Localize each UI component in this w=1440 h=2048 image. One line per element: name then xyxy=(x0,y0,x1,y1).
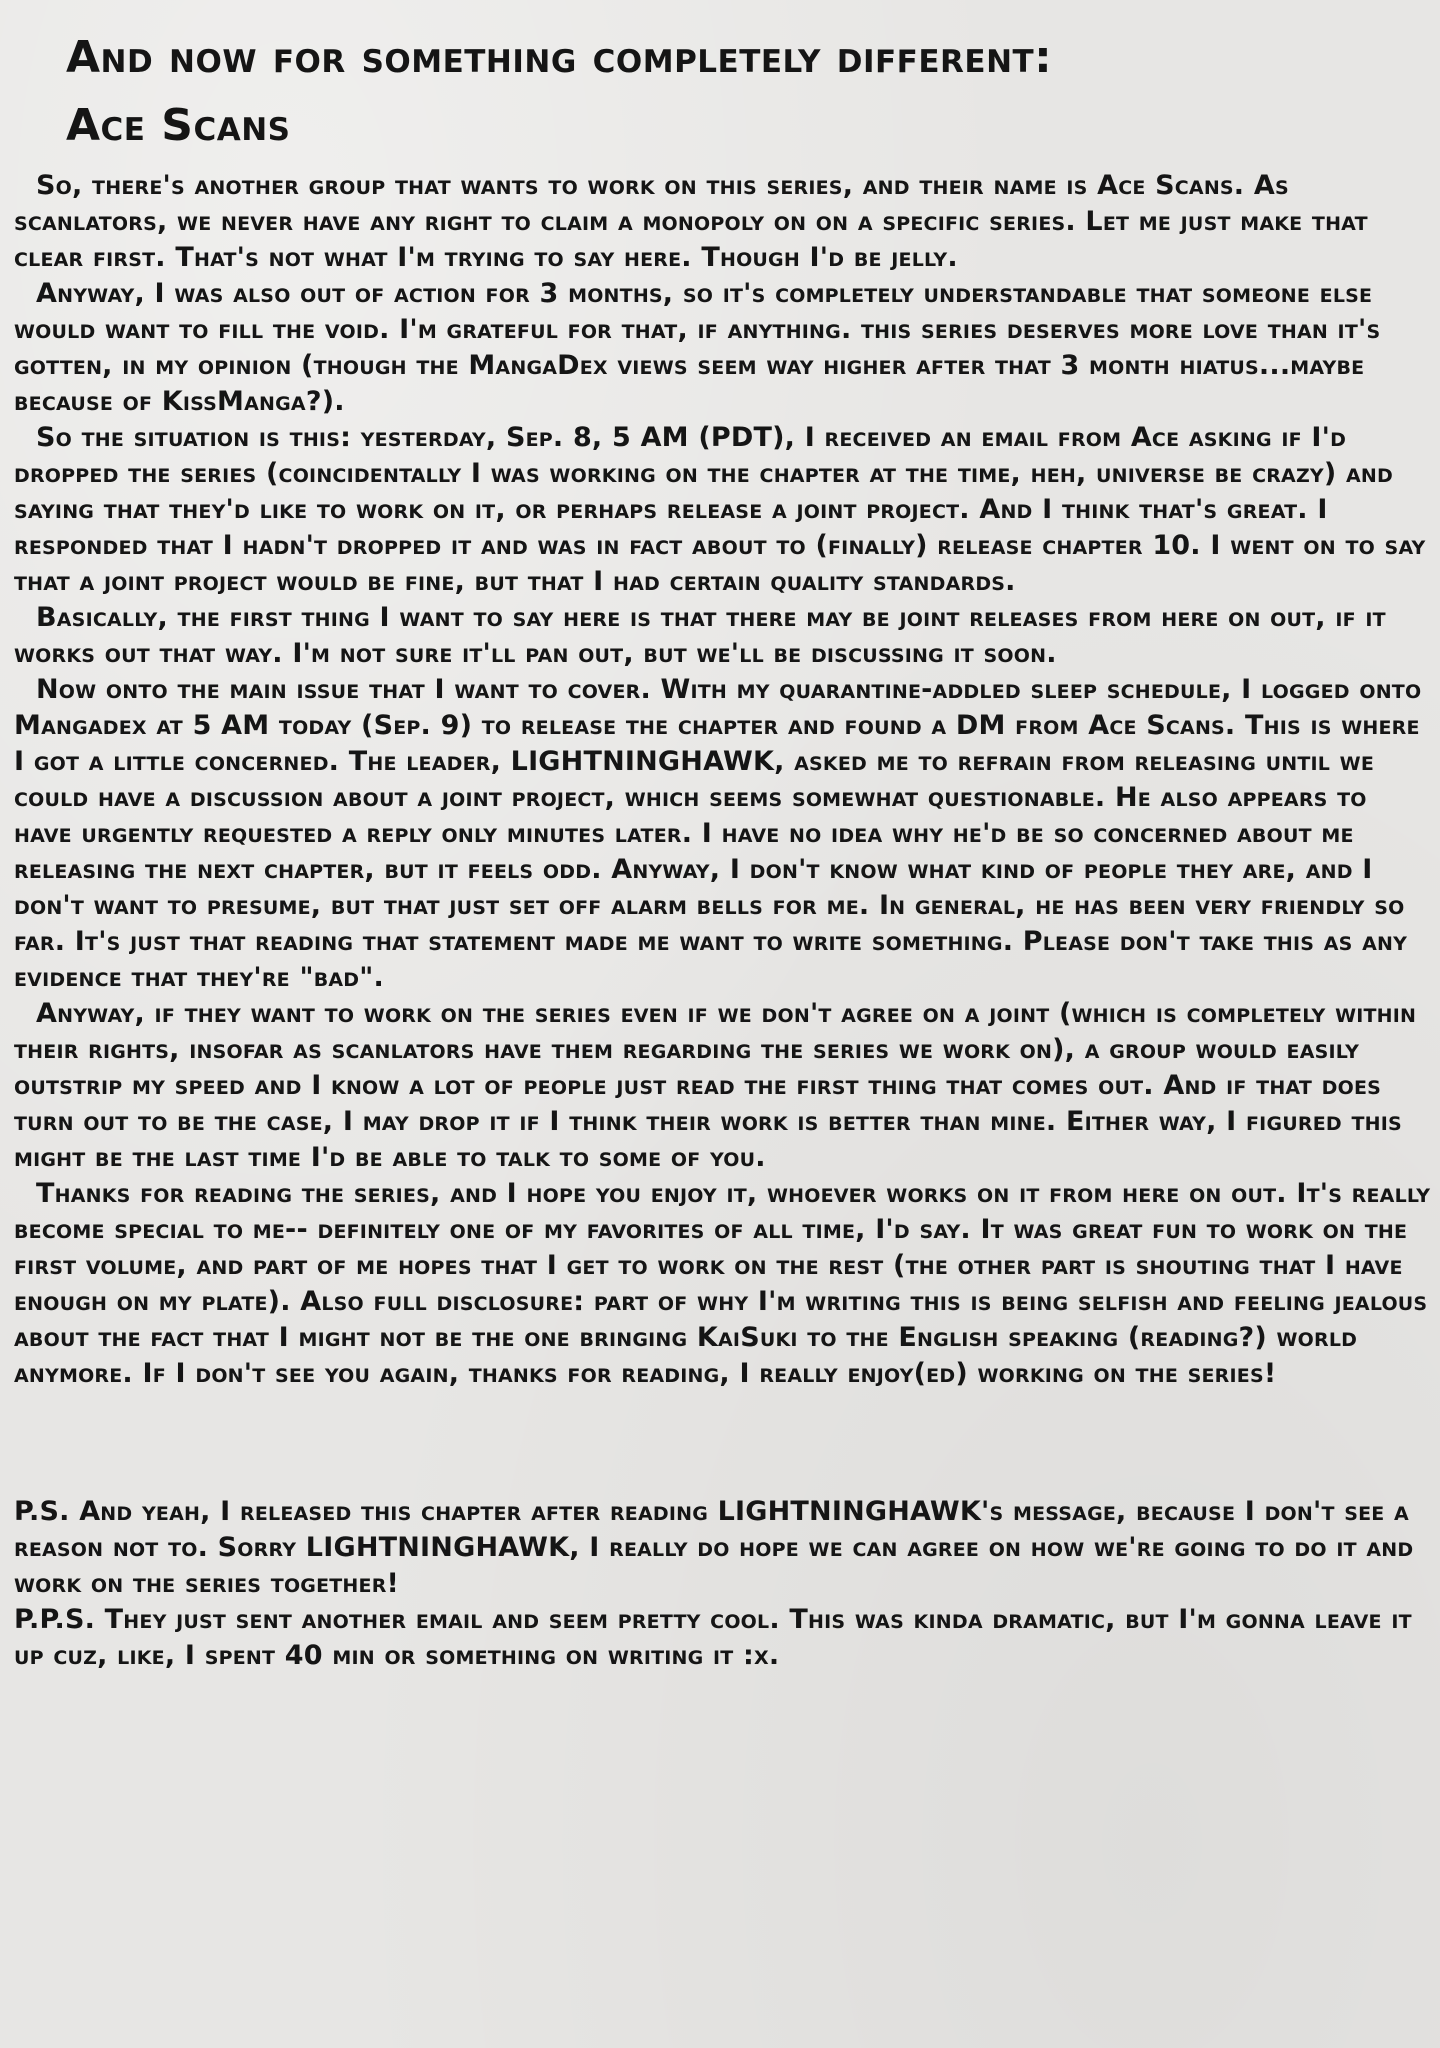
note-body xyxy=(14,168,1432,1674)
paragraph: Anyway, I was also out of action for 3 months, so it's completely understandable that someone else would want to fill the void. I'm grateful for that, if anything. this series deserves more love than it's gotten, in my opinion (though the MangaDex views seem way higher after that 3 month hiatus...maybe because of KissManga?). xyxy=(14,278,1381,417)
postscript: P.S. And yeah, I released this chapter after reading LIGHTNINGHAWK's message, because I don't see a reason not to. Sorry LIGHTNINGHAWK, I really do hope we can agree on how we're going to do it and work on the series together! xyxy=(14,1496,1414,1599)
post-postscript: P.P.S. They just sent another email and seem pretty cool. This was kinda dramatic, but I'm gonna leave it up cuz, like, I spent 40 min or something on writing it :x. xyxy=(14,1604,1412,1671)
paragraph: Thanks for reading the series, and I hope you enjoy it, whoever works on it from here on out. It's really become special to me-- definitely one of my favorites of all time, I'd say. It was great fun to work on the first volume, and part of me hopes that I get to work on the rest (the other part is shouting that I have enough on my plate). Also full disclosure: part of why I'm writing this is being selfish and feeling jealous about the fact that I might not be the one bringing KaiSuki to the English speaking (reading?) world anymore. If I don't see you again, thanks for reading, I really enjoy(ed) working on the series! xyxy=(14,1178,1431,1389)
section-spacer xyxy=(14,1392,1432,1494)
paragraph: So the situation is this: yesterday, Sep. 8, 5 AM (PDT), I received an email from Ace asking if I'd dropped the series (coincidentally I was working on the chapter at the time, heh, universe be crazy) and saying that they'd like to work on it, or perhaps release a joint project. And I think that's great. I responded that I hadn't dropped it and was in fact about to (finally) release chapter 10. I went on to say that a joint project would be fine, but that I had certain quality standards. xyxy=(14,422,1426,597)
paragraph: Basically, the first thing I want to say here is that there may be joint releases from here on out, if it works out that way. I'm not sure it'll pan out, but we'll be discussing it soon. xyxy=(14,602,1386,669)
note-title xyxy=(66,24,1386,160)
paragraph: Now onto the main issue that I want to cover. With my quarantine-addled sleep schedule, I logged onto Mangadex at 5 AM today (Sep. 9) to release the chapter and found a DM from Ace Scans. This is where I got a little concerned. The leader, LIGHTNINGHAWK, asked me to refrain from releasing until we could have a discussion about a joint project, which seems somewhat questionable. He also appears to have urgently requested a reply only minutes later. I have no idea why he'd be so concerned about me releasing the next chapter, but it feels odd. Anyway, I don't know what kind of people they are, and I don't want to presume, but that just set off alarm bells for me. In general, he has been very friendly so far. It's just that reading that statement made me want to write something. Please don't take this as any evidence that they're "bad". xyxy=(14,674,1422,993)
paragraph: Anyway, if they want to work on the series even if we don't agree on a joint (which is completely within their rights, insofar as scanlators have them regarding the series we work on), a group would easily outstrip my speed and I know a lot of people just read the first thing that comes out. And if that does turn out to be the case, I may drop it if I think their work is better than mine. Either way, I figured this might be the last time I'd be able to talk to some of you. xyxy=(14,998,1417,1173)
paragraph: So, there's another group that wants to work on this series, and their name is Ace Scans. As scanlators, we never have any right to claim a monopoly on on a specific series. Let me just make that clear first. That's not what I'm trying to say here. Though I'd be jelly. xyxy=(14,170,1368,273)
note-title-line-1: And now for something completely different: xyxy=(66,32,1053,83)
note-title-line-2: Ace Scans xyxy=(66,100,291,151)
